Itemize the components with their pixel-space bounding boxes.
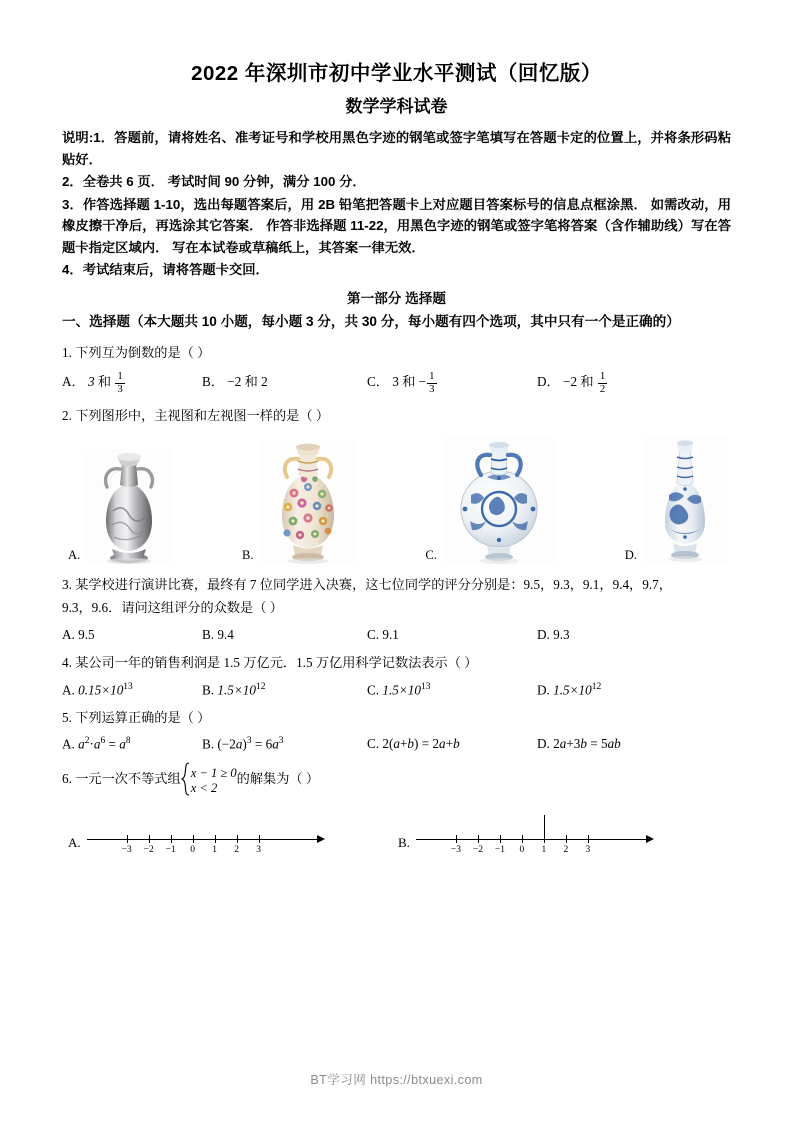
question-4-stem: 某公司一年的销售利润是 1.5 万亿元．1.5 万亿用科学记数法表示（ ） <box>75 655 478 671</box>
question-1-stem: 下列互为倒数的是（ ） <box>75 344 211 360</box>
tick-label-b-0: −3 <box>450 845 461 856</box>
question-6 <box>62 762 731 797</box>
tick-label-b-6: 3 <box>585 845 591 856</box>
option-2-d-label: D. <box>624 547 637 562</box>
question-6-number: 6. <box>62 770 72 786</box>
option-5-c[interactable]: C. 2(a+b) = 2a+b <box>367 736 460 752</box>
question-3-options <box>62 627 731 643</box>
number-line-b <box>416 825 666 861</box>
option-2-c[interactable] <box>425 437 555 565</box>
option-6-a[interactable] <box>68 825 398 861</box>
tick-label-a-3: 0 <box>190 845 196 856</box>
question-2-image-options <box>62 437 731 565</box>
question-1 <box>62 342 731 364</box>
tick-label-b-4: 1 <box>541 845 547 856</box>
option-1-a[interactable]: A． 3 和 $\frac{1}{3}$ <box>62 370 123 395</box>
option-6-b[interactable] <box>398 825 728 861</box>
option-4-a-base: 0.15×10 <box>78 682 124 698</box>
option-4-a-label: A. <box>62 682 75 698</box>
question-4-options <box>62 682 731 698</box>
option-1-d-label: D． <box>537 374 560 390</box>
silver-ornate-vase-icon <box>86 449 172 565</box>
option-3-d-text: 9.3 <box>553 627 570 643</box>
fraction-one-third: $\frac{1}{3}$ <box>117 370 123 395</box>
question-5-number: 5. <box>62 710 72 726</box>
option-4-d-base: 1.5×10 <box>553 682 592 698</box>
question-3 <box>62 574 731 596</box>
option-3-b[interactable] <box>202 627 367 643</box>
question-2 <box>62 405 731 427</box>
question-3-stem-line2: 9.3，9.6．请问这组评分的众数是（ ） <box>62 600 283 616</box>
option-5-b-label: B. <box>202 736 215 752</box>
blue-white-moonflask-vase-icon <box>443 437 555 565</box>
option-3-b-text: 9.4 <box>217 627 234 643</box>
question-6-stem-pre: 一元一次不等式组 <box>75 770 181 786</box>
option-4-c-exp: 13 <box>420 681 431 692</box>
question-5-stem: 下列运算正确的是（ ） <box>75 710 211 726</box>
tick-label-a-1: −2 <box>143 845 154 856</box>
instruction-3: 3．作答选择题 1-10，选出每题答案后，用 2B 铅笔把答题卡上对应题目答案标号的信息点框涂黑． 如需改动，用橡皮擦干净后，再选涂其它答案． 作答非选择题 11-22，用黑色字迹的钢笔或签字笔将答案（含作辅助线）写在答题卡指定区域内． 写在本试卷或草稿纸上，其答案一律无效． <box>62 196 731 255</box>
tick-label-b-2: −1 <box>494 845 505 856</box>
tick-label-a-0: −3 <box>121 845 132 856</box>
option-4-b-label: B. <box>202 682 215 698</box>
tick-label-a-2: −1 <box>165 845 176 856</box>
option-2-c-label: C. <box>425 547 437 562</box>
question-6-options <box>62 825 731 861</box>
fraction-one-half: $\frac{1}{2}$ <box>599 370 606 395</box>
tick-label-a-6: 3 <box>256 845 262 856</box>
tick-label-b-1: −2 <box>472 845 483 856</box>
option-3-a[interactable] <box>62 627 202 643</box>
option-3-c[interactable] <box>367 627 537 643</box>
option-5-a[interactable]: A. $a^2\cdot a^6 = a^8$ <box>62 736 131 752</box>
option-4-d-exp: 12 <box>591 681 602 692</box>
instruction-4: 4．考试结束后，请将答题卡交回． <box>62 262 269 278</box>
option-4-d[interactable] <box>537 682 697 698</box>
option-4-c[interactable] <box>367 682 537 698</box>
section-heading: 一、选择题（本大题共 10 小题，每小题 3 分，共 30 分，每小题有四个选项，其中只有一个是正确的） <box>62 313 680 329</box>
option-2-b[interactable] <box>242 441 356 565</box>
option-6-a-label: A. <box>68 835 81 851</box>
option-4-b-exp: 12 <box>255 681 266 692</box>
option-2-a[interactable] <box>68 449 172 565</box>
inequality-system <box>191 766 237 797</box>
question-3-stem-line1: 某学校进行演讲比赛，最终有 7 位同学进入决赛，这七位同学的评分分别是：9.5，9.3，9.1，9.4，9.7， <box>75 576 672 592</box>
number-line-a <box>87 825 337 861</box>
option-1-c-label: C． <box>367 374 389 390</box>
option-3-b-label: B. <box>202 627 215 643</box>
option-4-c-label: C. <box>367 682 380 698</box>
question-3-number: 3. <box>62 576 72 592</box>
option-3-a-text: 9.5 <box>78 627 95 643</box>
option-3-c-label: C. <box>367 627 380 643</box>
tick-label-b-5: 2 <box>563 845 569 856</box>
option-5-c-label: C. <box>367 736 380 752</box>
question-4-number: 4. <box>62 655 72 671</box>
option-1-b[interactable]: B． −2 和 2 <box>202 374 268 390</box>
option-2-b-label: B. <box>242 547 254 562</box>
page-title: 2022 年深圳市初中学业水平测试（回忆版） <box>191 62 602 85</box>
option-2-a-label: A. <box>68 547 81 562</box>
question-5-options <box>62 736 731 752</box>
option-4-a[interactable] <box>62 682 202 698</box>
page-subtitle: 数学学科试卷 <box>345 97 448 116</box>
question-1-number: 1. <box>62 344 72 360</box>
option-5-d[interactable]: D. 2a+3b = 5ab <box>537 736 621 752</box>
footer-watermark: BT学习网 https://btxuexi.com <box>310 1073 483 1087</box>
fraction-one-third-2: $\frac{1}{3}$ <box>429 370 435 395</box>
option-3-c-text: 9.1 <box>382 627 399 643</box>
option-4-d-label: D. <box>537 682 550 698</box>
option-5-b[interactable]: B. $(-2a)^3 = 6a^3$ <box>202 736 284 752</box>
question-1-options <box>62 371 731 395</box>
tick-label-a-5: 2 <box>234 845 240 856</box>
option-1-c[interactable]: C． 3 和 − $\frac{1}{3}$ <box>367 370 435 395</box>
option-4-b[interactable] <box>202 682 367 698</box>
instruction-2: 2．全卷共 6 页． 考试时间 90 分钟，满分 100 分． <box>62 174 366 190</box>
question-5 <box>62 707 731 729</box>
option-1-b-label: B． <box>202 374 224 390</box>
question-6-stem-post: 的解集为（ ） <box>236 770 320 786</box>
option-4-b-base: 1.5×10 <box>217 682 256 698</box>
option-3-d[interactable] <box>537 627 697 643</box>
inequality-line-1: x − 1 ≥ 0 <box>190 765 237 780</box>
option-4-c-base: 1.5×10 <box>382 682 421 698</box>
blue-white-slim-vase-icon <box>643 437 727 565</box>
question-4 <box>62 652 731 674</box>
system-brace-icon <box>181 762 191 792</box>
option-3-d-label: D. <box>537 627 550 643</box>
option-1-a-label: A． <box>62 374 85 390</box>
question-2-number: 2. <box>62 407 72 423</box>
part-heading: 第一部分 选择题 <box>347 290 446 306</box>
option-6-b-label: B. <box>398 835 410 851</box>
option-1-d[interactable]: D． −2 和 $\frac{1}{2}$ <box>537 370 606 395</box>
famille-rose-flower-vase-icon <box>260 441 356 565</box>
option-3-a-label: A. <box>62 627 75 643</box>
option-4-a-exp: 13 <box>123 681 133 692</box>
tick-label-b-3: 0 <box>519 845 525 856</box>
option-2-d[interactable] <box>625 437 727 565</box>
option-5-d-label: D. <box>537 736 550 752</box>
question-2-stem: 下列图形中，主视图和左视图一样的是（ ） <box>75 407 330 423</box>
option-5-a-label: A. <box>62 736 75 752</box>
instruction-1: 说明:1．答题前，请将姓名、准考证号和学校用黑色字迹的钢笔或签字笔填写在答题卡定的位置上，并将条形码粘贴好． <box>62 130 731 167</box>
tick-label-a-4: 1 <box>212 845 218 856</box>
inequality-line-2: x < 2 <box>190 781 218 796</box>
